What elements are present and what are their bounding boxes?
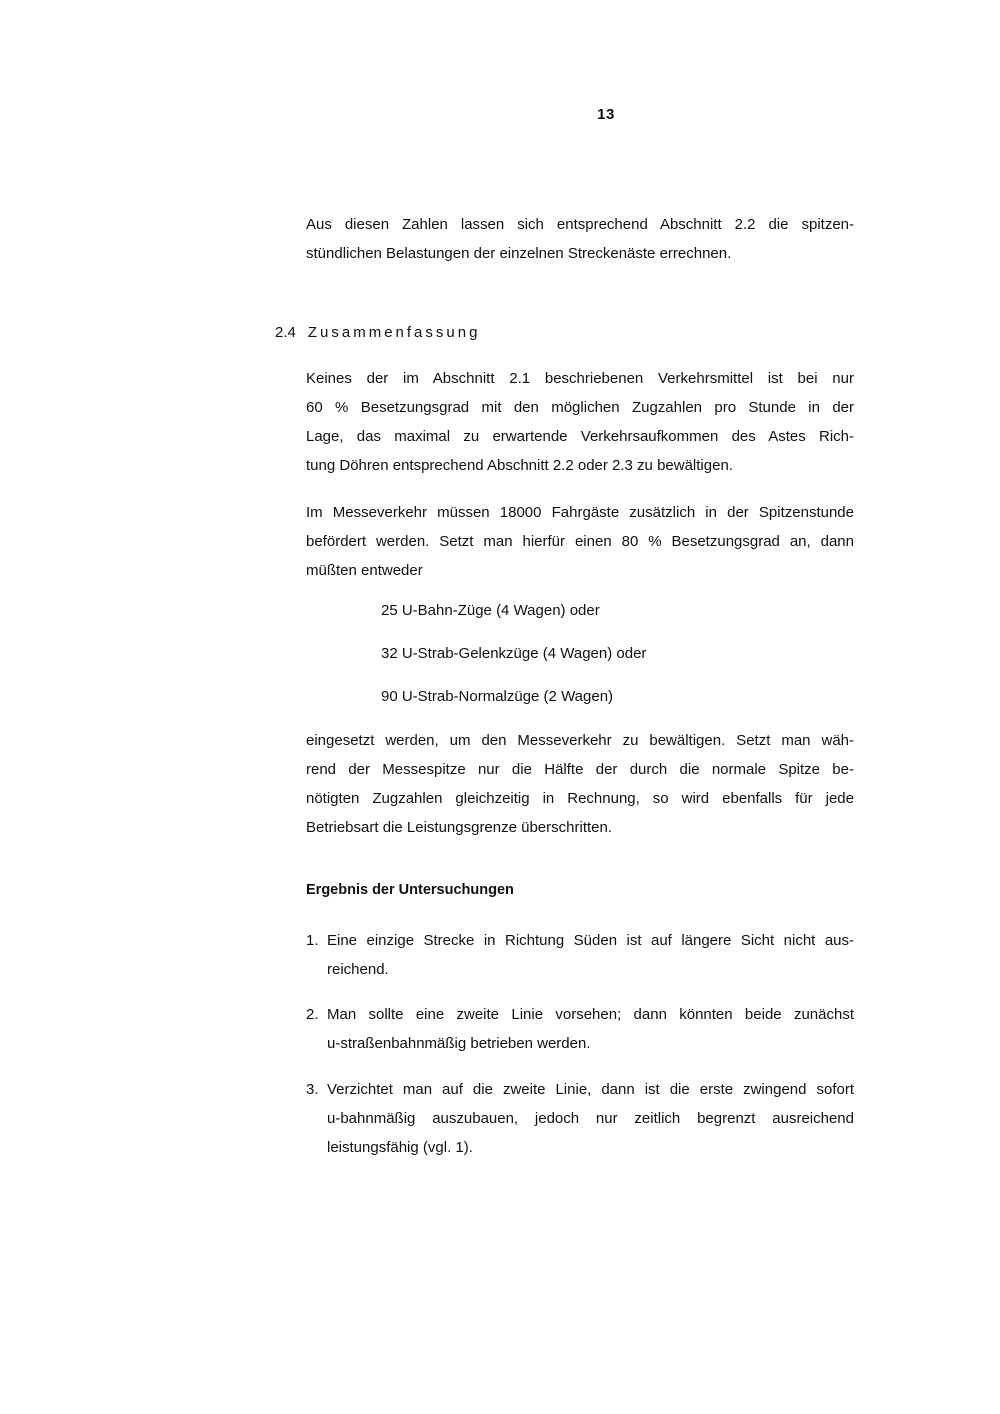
text-line: stündlichen Belastungen der einzelnen Streckenäste errechnen.	[306, 245, 732, 262]
text-line: Im Messeverkehr müssen 18000 Fahrgäste zusätzlich in der Spitzenstunde	[306, 504, 854, 521]
trade-fair-paragraph	[306, 498, 854, 585]
text-line: Verzichtet man auf die zweite Linie, dann ist die erste zwingend sofort	[327, 1081, 854, 1098]
text-line: eingesetzt werden, um den Messeverkehr zu bewältigen. Setzt man wäh-	[306, 732, 854, 749]
text-line: Man sollte eine zweite Linie vorsehen; dann könnten beide zunächst	[327, 1006, 854, 1023]
text-line: u-straßenbahnmäßig betrieben werden.	[327, 1035, 591, 1052]
text-line: leistungsfähig (vgl. 1).	[327, 1139, 473, 1156]
summary-paragraph	[306, 364, 854, 480]
text-line: nötigten Zugzahlen gleichzeitig in Rechnung, so wird ebenfalls für jede	[306, 790, 854, 807]
text-line: Betriebsart die Leistungsgrenze überschritten.	[306, 819, 613, 836]
intro-paragraph	[306, 210, 854, 268]
item-number: 1.	[306, 932, 319, 949]
text-line: u-bahnmäßig auszubauen, jedoch nur zeitlich begrenzt ausreichend	[327, 1110, 854, 1127]
conclusion-paragraph	[306, 726, 854, 842]
section-title: Zusammenfassung	[307, 324, 481, 341]
results-heading: Ergebnis der Untersuchungen	[306, 882, 514, 898]
text-line: befördert werden. Setzt man hierfür einen 80 % Besetzungsgrad an, dann	[306, 533, 854, 550]
text-line: Aus diesen Zahlen lassen sich entsprechend Abschnitt 2.2 die spitzen-	[306, 216, 854, 233]
result-item	[306, 1000, 854, 1058]
text-line: Keines der im Abschnitt 2.1 beschriebenen Verkehrsmittel ist bei nur	[306, 370, 854, 387]
result-item	[306, 926, 854, 984]
text-line: tung Döhren entsprechend Abschnitt 2.2 oder 2.3 zu bewältigen.	[306, 457, 733, 474]
train-option: 25 U-Bahn-Züge (4 Wagen) oder	[381, 602, 600, 619]
text-line: 60 % Besetzungsgrad mit den möglichen Zugzahlen pro Stunde in der	[306, 399, 854, 416]
text-line: müßten entweder	[306, 562, 423, 579]
train-option: 90 U-Strab-Normalzüge (2 Wagen)	[381, 688, 614, 705]
text-line: Lage, das maximal zu erwartende Verkehrsaufkommen des Astes Rich-	[306, 428, 854, 445]
result-item	[306, 1075, 854, 1162]
page-number: 13	[597, 106, 615, 123]
item-number: 2.	[306, 1006, 319, 1023]
item-number: 3.	[306, 1081, 319, 1098]
text-line: Eine einzige Strecke in Richtung Süden ist auf längere Sicht nicht aus-	[327, 932, 854, 949]
text-line: rend der Messespitze nur die Hälfte der durch die normale Spitze be-	[306, 761, 854, 778]
text-line: reichend.	[327, 961, 389, 978]
section-number: 2.4	[275, 324, 296, 341]
section-heading	[275, 322, 480, 344]
train-option: 32 U-Strab-Gelenkzüge (4 Wagen) oder	[381, 645, 647, 662]
